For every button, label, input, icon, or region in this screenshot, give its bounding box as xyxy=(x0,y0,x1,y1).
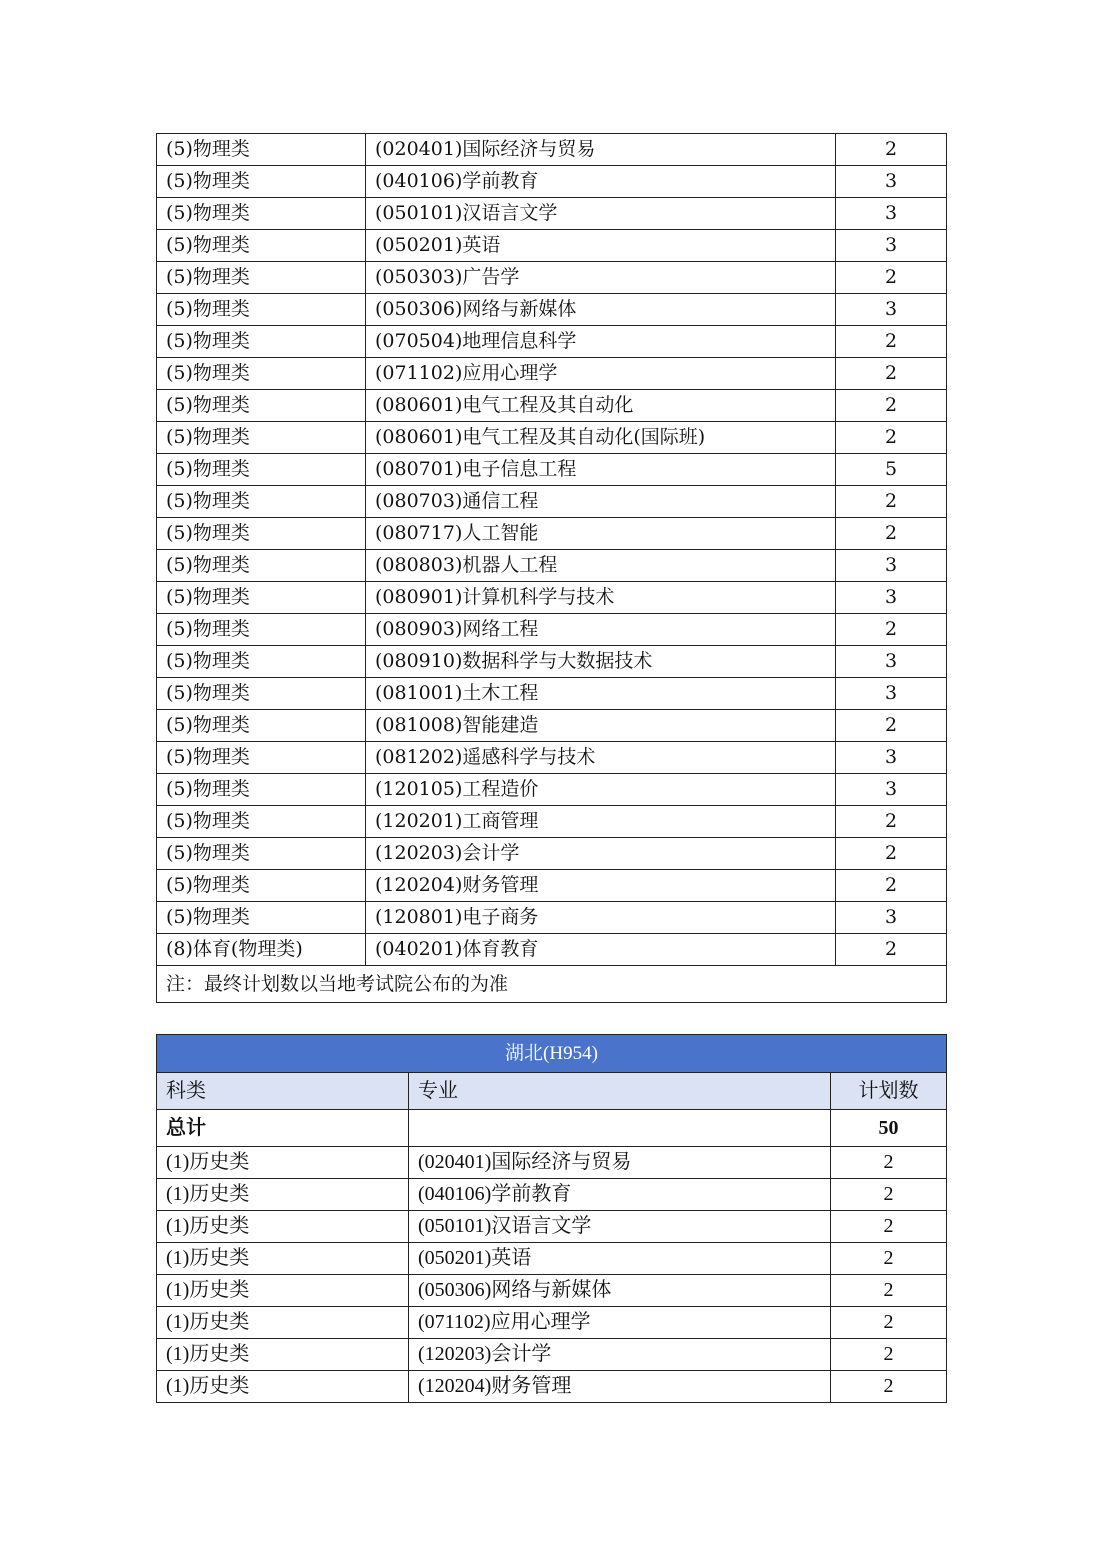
major-cell: (050101)汉语言文学 xyxy=(366,198,836,230)
major-cell: (050101)汉语言文学 xyxy=(409,1211,831,1243)
category-cell: (1)历史类 xyxy=(157,1243,409,1275)
count-cell: 2 xyxy=(836,870,947,902)
category-cell: (5)物理类 xyxy=(157,678,366,710)
count-cell: 3 xyxy=(836,294,947,326)
count-cell: 3 xyxy=(836,902,947,934)
category-cell: (5)物理类 xyxy=(157,710,366,742)
count-cell: 3 xyxy=(836,230,947,262)
major-cell: (080717)人工智能 xyxy=(366,518,836,550)
count-cell: 2 xyxy=(836,422,947,454)
category-cell: (1)历史类 xyxy=(157,1371,409,1403)
count-cell: 3 xyxy=(836,646,947,678)
major-cell: (120203)会计学 xyxy=(409,1339,831,1371)
header-major: 专业 xyxy=(409,1073,831,1110)
table-row xyxy=(157,262,947,294)
category-cell: (1)历史类 xyxy=(157,1179,409,1211)
total-label: 总计 xyxy=(157,1110,409,1147)
table-body xyxy=(157,1035,947,1403)
table-row xyxy=(157,934,947,966)
category-cell: (5)物理类 xyxy=(157,230,366,262)
table-row xyxy=(157,838,947,870)
category-cell: (5)物理类 xyxy=(157,198,366,230)
category-cell: (5)物理类 xyxy=(157,870,366,902)
table-row xyxy=(157,166,947,198)
table-row xyxy=(157,582,947,614)
total-row xyxy=(157,1110,947,1147)
note-row xyxy=(157,966,947,1003)
count-cell: 2 xyxy=(831,1275,947,1307)
category-cell: (5)物理类 xyxy=(157,550,366,582)
count-cell: 2 xyxy=(836,518,947,550)
major-cell: (120105)工程造价 xyxy=(366,774,836,806)
major-cell: (070504)地理信息科学 xyxy=(366,326,836,358)
major-cell: (080703)通信工程 xyxy=(366,486,836,518)
count-cell: 2 xyxy=(831,1211,947,1243)
category-cell: (5)物理类 xyxy=(157,358,366,390)
major-cell: (080601)电气工程及其自动化 xyxy=(366,390,836,422)
table-row xyxy=(157,710,947,742)
category-cell: (1)历史类 xyxy=(157,1339,409,1371)
category-cell: (5)物理类 xyxy=(157,326,366,358)
major-cell: (120204)财务管理 xyxy=(366,870,836,902)
major-cell: (081001)土木工程 xyxy=(366,678,836,710)
table-row xyxy=(157,390,947,422)
count-cell: 2 xyxy=(831,1179,947,1211)
count-cell: 2 xyxy=(831,1147,947,1179)
category-cell: (1)历史类 xyxy=(157,1147,409,1179)
table-row xyxy=(157,646,947,678)
table-row xyxy=(157,1371,947,1403)
major-cell: (120203)会计学 xyxy=(366,838,836,870)
major-cell: (071102)应用心理学 xyxy=(409,1307,831,1339)
count-cell: 2 xyxy=(836,358,947,390)
category-cell: (5)物理类 xyxy=(157,134,366,166)
table-row xyxy=(157,614,947,646)
table-row xyxy=(157,1179,947,1211)
count-cell: 2 xyxy=(831,1243,947,1275)
total-major xyxy=(409,1110,831,1147)
count-cell: 3 xyxy=(836,166,947,198)
category-cell: (5)物理类 xyxy=(157,166,366,198)
category-cell: (5)物理类 xyxy=(157,518,366,550)
table-row xyxy=(157,358,947,390)
count-cell: 2 xyxy=(836,838,947,870)
table-row xyxy=(157,518,947,550)
major-cell: (080903)网络工程 xyxy=(366,614,836,646)
major-cell: (050201)英语 xyxy=(409,1243,831,1275)
hubei-enrollment-table xyxy=(156,1034,947,1403)
count-cell: 2 xyxy=(836,614,947,646)
major-cell: (080803)机器人工程 xyxy=(366,550,836,582)
table-row xyxy=(157,902,947,934)
category-cell: (5)物理类 xyxy=(157,742,366,774)
category-cell: (1)历史类 xyxy=(157,1211,409,1243)
major-cell: (050306)网络与新媒体 xyxy=(409,1275,831,1307)
note-text: 注：最终计划数以当地考试院公布的为准 xyxy=(157,966,947,1003)
header-row xyxy=(157,1073,947,1110)
table-row xyxy=(157,1275,947,1307)
count-cell: 2 xyxy=(831,1307,947,1339)
table-body xyxy=(157,134,947,1003)
table-row xyxy=(157,134,947,166)
table-row xyxy=(157,1147,947,1179)
table-row xyxy=(157,198,947,230)
count-cell: 2 xyxy=(836,934,947,966)
major-cell: (071102)应用心理学 xyxy=(366,358,836,390)
table-row xyxy=(157,1211,947,1243)
count-cell: 2 xyxy=(831,1371,947,1403)
count-cell: 3 xyxy=(836,774,947,806)
major-cell: (080701)电子信息工程 xyxy=(366,454,836,486)
category-cell: (1)历史类 xyxy=(157,1307,409,1339)
count-cell: 3 xyxy=(836,582,947,614)
table-row xyxy=(157,1339,947,1371)
header-count: 计划数 xyxy=(831,1073,947,1110)
count-cell: 2 xyxy=(836,262,947,294)
category-cell: (5)物理类 xyxy=(157,422,366,454)
category-cell: (5)物理类 xyxy=(157,902,366,934)
major-cell: (040106)学前教育 xyxy=(366,166,836,198)
table-row xyxy=(157,742,947,774)
count-cell: 2 xyxy=(831,1339,947,1371)
category-cell: (5)物理类 xyxy=(157,838,366,870)
category-cell: (5)物理类 xyxy=(157,646,366,678)
table-row xyxy=(157,230,947,262)
count-cell: 3 xyxy=(836,198,947,230)
major-cell: (050201)英语 xyxy=(366,230,836,262)
major-cell: (040201)体育教育 xyxy=(366,934,836,966)
table-row xyxy=(157,326,947,358)
major-cell: (050303)广告学 xyxy=(366,262,836,294)
category-cell: (5)物理类 xyxy=(157,614,366,646)
major-cell: (020401)国际经济与贸易 xyxy=(366,134,836,166)
table-row xyxy=(157,1243,947,1275)
major-cell: (081202)遥感科学与技术 xyxy=(366,742,836,774)
category-cell: (5)物理类 xyxy=(157,806,366,838)
major-cell: (120801)电子商务 xyxy=(366,902,836,934)
major-cell: (081008)智能建造 xyxy=(366,710,836,742)
table-row xyxy=(157,422,947,454)
enrollment-table-continued xyxy=(156,133,947,1003)
total-count: 50 xyxy=(831,1110,947,1147)
major-cell: (020401)国际经济与贸易 xyxy=(409,1147,831,1179)
category-cell: (5)物理类 xyxy=(157,582,366,614)
table-row xyxy=(157,870,947,902)
table-row xyxy=(157,774,947,806)
count-cell: 3 xyxy=(836,678,947,710)
category-cell: (5)物理类 xyxy=(157,390,366,422)
major-cell: (080601)电气工程及其自动化(国际班) xyxy=(366,422,836,454)
table-title: 湖北(H954) xyxy=(157,1035,947,1073)
table-row xyxy=(157,678,947,710)
table-row xyxy=(157,454,947,486)
major-cell: (040106)学前教育 xyxy=(409,1179,831,1211)
count-cell: 3 xyxy=(836,742,947,774)
count-cell: 2 xyxy=(836,486,947,518)
count-cell: 3 xyxy=(836,550,947,582)
major-cell: (080910)数据科学与大数据技术 xyxy=(366,646,836,678)
major-cell: (050306)网络与新媒体 xyxy=(366,294,836,326)
count-cell: 5 xyxy=(836,454,947,486)
count-cell: 2 xyxy=(836,806,947,838)
category-cell: (5)物理类 xyxy=(157,486,366,518)
header-category: 科类 xyxy=(157,1073,409,1110)
count-cell: 2 xyxy=(836,326,947,358)
table-row xyxy=(157,486,947,518)
table-row xyxy=(157,806,947,838)
table-title-row xyxy=(157,1035,947,1073)
count-cell: 2 xyxy=(836,710,947,742)
count-cell: 2 xyxy=(836,390,947,422)
category-cell: (1)历史类 xyxy=(157,1275,409,1307)
table-row xyxy=(157,1307,947,1339)
major-cell: (080901)计算机科学与技术 xyxy=(366,582,836,614)
major-cell: (120201)工商管理 xyxy=(366,806,836,838)
category-cell: (5)物理类 xyxy=(157,774,366,806)
count-cell: 2 xyxy=(836,134,947,166)
table-row xyxy=(157,294,947,326)
table-row xyxy=(157,550,947,582)
category-cell: (5)物理类 xyxy=(157,454,366,486)
category-cell: (5)物理类 xyxy=(157,294,366,326)
category-cell: (5)物理类 xyxy=(157,262,366,294)
major-cell: (120204)财务管理 xyxy=(409,1371,831,1403)
category-cell: (8)体育(物理类) xyxy=(157,934,366,966)
